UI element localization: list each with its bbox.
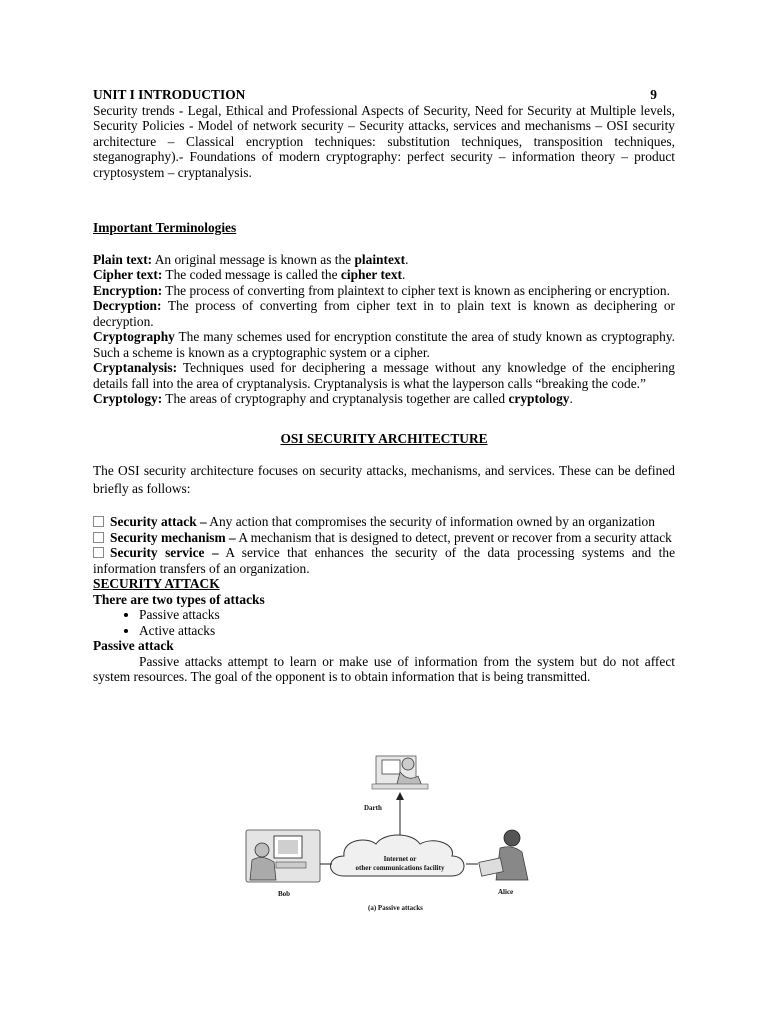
osi-item-mechanism: Security mechanism – A mechanism that is designed to detect, prevent or recover from a security attack: [93, 530, 675, 546]
cloud-line1: Internet or: [383, 855, 417, 863]
bullet-box-icon: [93, 516, 104, 527]
unit-title: UNIT I INTRODUCTION: [93, 87, 246, 102]
term-label: Encryption:: [93, 282, 163, 298]
unit-header: [93, 87, 675, 103]
arrow-head-icon: [396, 792, 404, 800]
unit-hours: 9: [650, 87, 657, 102]
term-label: Cryptology:: [93, 391, 163, 406]
term-cipher-text: Cipher text: The coded message is called the cipher text.: [93, 267, 406, 282]
term-decryption: Decryption: The process of converting from cipher text in to plain text is known as deciphering or decryption.: [93, 298, 675, 329]
cloud-line2: other communications facility: [355, 864, 445, 872]
term-cryptology: Cryptology: The areas of cryptography and cryptanalysis together are called cryptology.: [93, 391, 573, 406]
bob-label: Bob: [278, 890, 291, 898]
attack-types-heading: There are two types of attacks: [93, 591, 265, 607]
darth-illustration: [372, 756, 428, 789]
security-attack-heading: SECURITY ATTACK: [93, 576, 220, 591]
term-cryptography: Cryptography The many schemes used for encryption constitute the area of study known as cryptography. Such a scheme is known as a cryptographic system or a cipher.: [93, 329, 675, 360]
term-cryptanalysis: Cryptanalysis: Techniques used for deciphering a message without any knowledge of the enciphering details fall into the area of cryptanalysis. Cryptanalysis is what the layperson calls “breaking the code.”: [93, 360, 675, 391]
passive-attack-text: Passive attacks attempt to learn or make use of information from the system but do not affect system resources. The goal of the opponent is to obtain information that is being transmitted.: [93, 653, 675, 684]
alice-label: Alice: [498, 888, 514, 896]
document-content: [93, 87, 675, 685]
figure-caption: (a) Passive attacks: [368, 904, 423, 912]
bullet-box-icon: [93, 547, 104, 558]
passive-attack-heading: Passive attack: [93, 638, 174, 653]
alice-illustration: [479, 830, 528, 880]
bullet-box-icon: [93, 532, 104, 543]
terminology-heading: Important Terminologies: [93, 220, 237, 235]
list-item: • Passive attacks: [139, 607, 675, 623]
list-item: • Active attacks: [139, 623, 675, 639]
term-label: Cryptography: [93, 329, 175, 344]
darth-label: Darth: [364, 804, 382, 812]
passive-attack-diagram: [240, 748, 540, 918]
term-label: Cipher text:: [93, 267, 163, 282]
term-label: Plain text:: [93, 251, 153, 267]
attack-types-list: [93, 607, 675, 638]
syllabus-text: Security trends - Legal, Ethical and Professional Aspects of Security, Need for Security at Multiple levels, Security Policies - Model of network security – Security attacks, services and mechanisms – OSI security architecture – Classical encryption techniques: substitution techniques, transposition techniques, steganography).- Foundations of modern cryptography: perfect security – information theory – product cryptosystem – cryptanalysis.: [93, 102, 675, 180]
term-label: Cryptanalysis:: [93, 360, 178, 375]
osi-intro: The OSI security architecture focuses on security attacks, mechanisms, and services. These can be defined briefly as follows:: [93, 463, 675, 496]
bob-illustration: [246, 830, 320, 882]
term-encryption: Encryption: The process of converting from plaintext to cipher text is known as enciphering or encryption.: [93, 282, 670, 298]
osi-item-attack: Security attack – Any action that compromises the security of information owned by an organization: [93, 514, 675, 530]
term-label: Decryption:: [93, 298, 162, 313]
osi-heading: OSI SECURITY ARCHITECTURE: [280, 430, 488, 446]
osi-item-service: Security service – A service that enhances the security of the data processing systems and the information transfers of an organization.: [93, 545, 676, 576]
term-plain-text: Plain text: An original message is known as the plaintext.: [93, 251, 409, 267]
passive-attack-figure: [240, 748, 540, 918]
